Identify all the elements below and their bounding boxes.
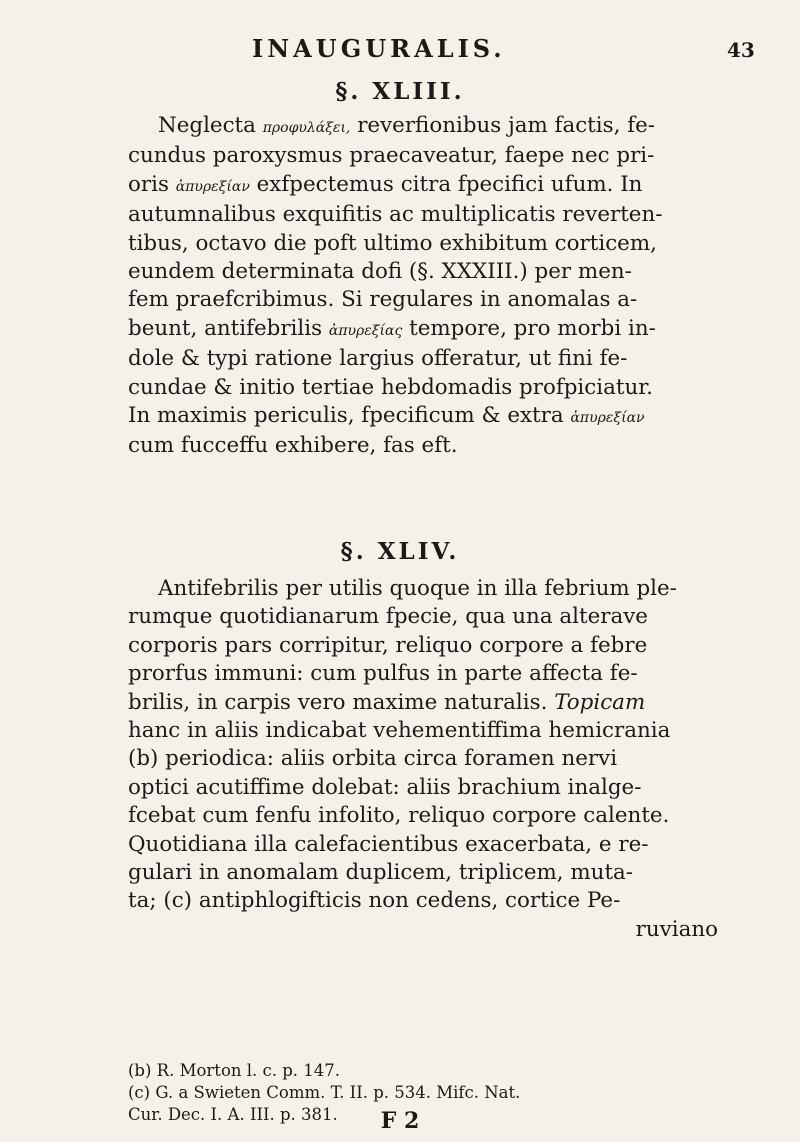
paragraph-section-43	[128, 112, 718, 461]
paragraph-section-44	[128, 575, 718, 944]
greek-term: ἀπυρεξίας	[328, 322, 403, 339]
text-line: eundem determinata dofi (§. XXXIII.) per men-	[128, 259, 632, 285]
text-line: Neglecta προφυλάξει, reverfionibus jam factis, fe-	[158, 113, 656, 138]
text-line: fcebat cum fenfu infolito, reliquo corpore calente.	[128, 803, 670, 829]
text-line: autumnalibus exquifitis ac multiplicatis reverten-	[128, 202, 663, 228]
text-line: brilis, in carpis vero maxime naturalis. Topicam	[128, 689, 646, 715]
section-heading-43: §. XLIII.	[335, 78, 465, 105]
text-line: fem praefcribimus. Si regulares in anomalas a-	[128, 287, 638, 313]
text-line: hanc in aliis indicabat vehementiffima hemicrania	[128, 718, 671, 744]
italic-term: Topicam	[554, 689, 646, 715]
text-line: (b) periodica: aliis orbita circa foramen nervi	[128, 746, 618, 772]
text-line: tibus, octavo die poft ultimo exhibitum corticem,	[128, 230, 657, 256]
text-line: cum fucceffu exhibere, fas eft.	[128, 433, 458, 459]
signature-mark: F 2	[380, 1108, 420, 1134]
footnote-c-continued: Cur. Dec. I. A. III. p. 381.	[128, 1105, 338, 1124]
text-line: prorfus immuni: cum pulfus in parte affecta fe-	[128, 661, 638, 687]
text-line: Quotidiana illa calefacientibus exacerbata, e re-	[128, 831, 649, 857]
text-line: Antifebrilis per utilis quoque in illa febrium ple-	[158, 576, 677, 601]
text-line: beunt, antifebrilis ἀπυρεξίας tempore, pro morbi in-	[128, 315, 656, 341]
text-line: optici acutiffime dolebat: aliis brachium inalge-	[128, 774, 642, 800]
text-line: ta; (c) antiphlogifticis non cedens, cortice Pe-	[128, 888, 621, 914]
running-title: INAUGURALIS.	[252, 34, 506, 63]
text-line: In maximis periculis, fpecificum & extra ἀπυρεξίαν	[128, 403, 645, 429]
text-line: dole & typi ratione largius offeratur, ut fini fe-	[128, 346, 628, 372]
footnote-b: (b) R. Morton l. c. p. 147.	[128, 1061, 341, 1080]
text-line: rumque quotidianarum fpecie, qua una alterave	[128, 604, 648, 630]
text-line: cundus paroxysmus praecaveatur, faepe nec pri-	[128, 143, 655, 169]
section-heading-44: §. XLIV.	[340, 538, 460, 565]
running-head	[0, 30, 800, 70]
greek-term: ἀπυρεξίαν	[570, 410, 645, 427]
text-line: gulari in anomalam duplicem, triplicem, muta-	[128, 860, 634, 886]
footnote-c: (c) G. a Swieten Comm. T. II. p. 534. Mifc. Nat.	[128, 1083, 521, 1102]
greek-term: προφυλάξει,	[262, 120, 351, 136]
greek-term: ἀπυρεξίαν	[175, 178, 250, 195]
text-line: ruviano	[635, 916, 718, 942]
text-line: cundae & initio tertiae hebdomadis profpiciatur.	[128, 374, 653, 400]
page-number: 43	[727, 38, 755, 62]
text-line: oris ἀπυρεξίαν exfpectemus citra fpecifici ufum. In	[128, 171, 643, 197]
text-line: corporis pars corripitur, reliquo corpore a febre	[128, 632, 648, 658]
